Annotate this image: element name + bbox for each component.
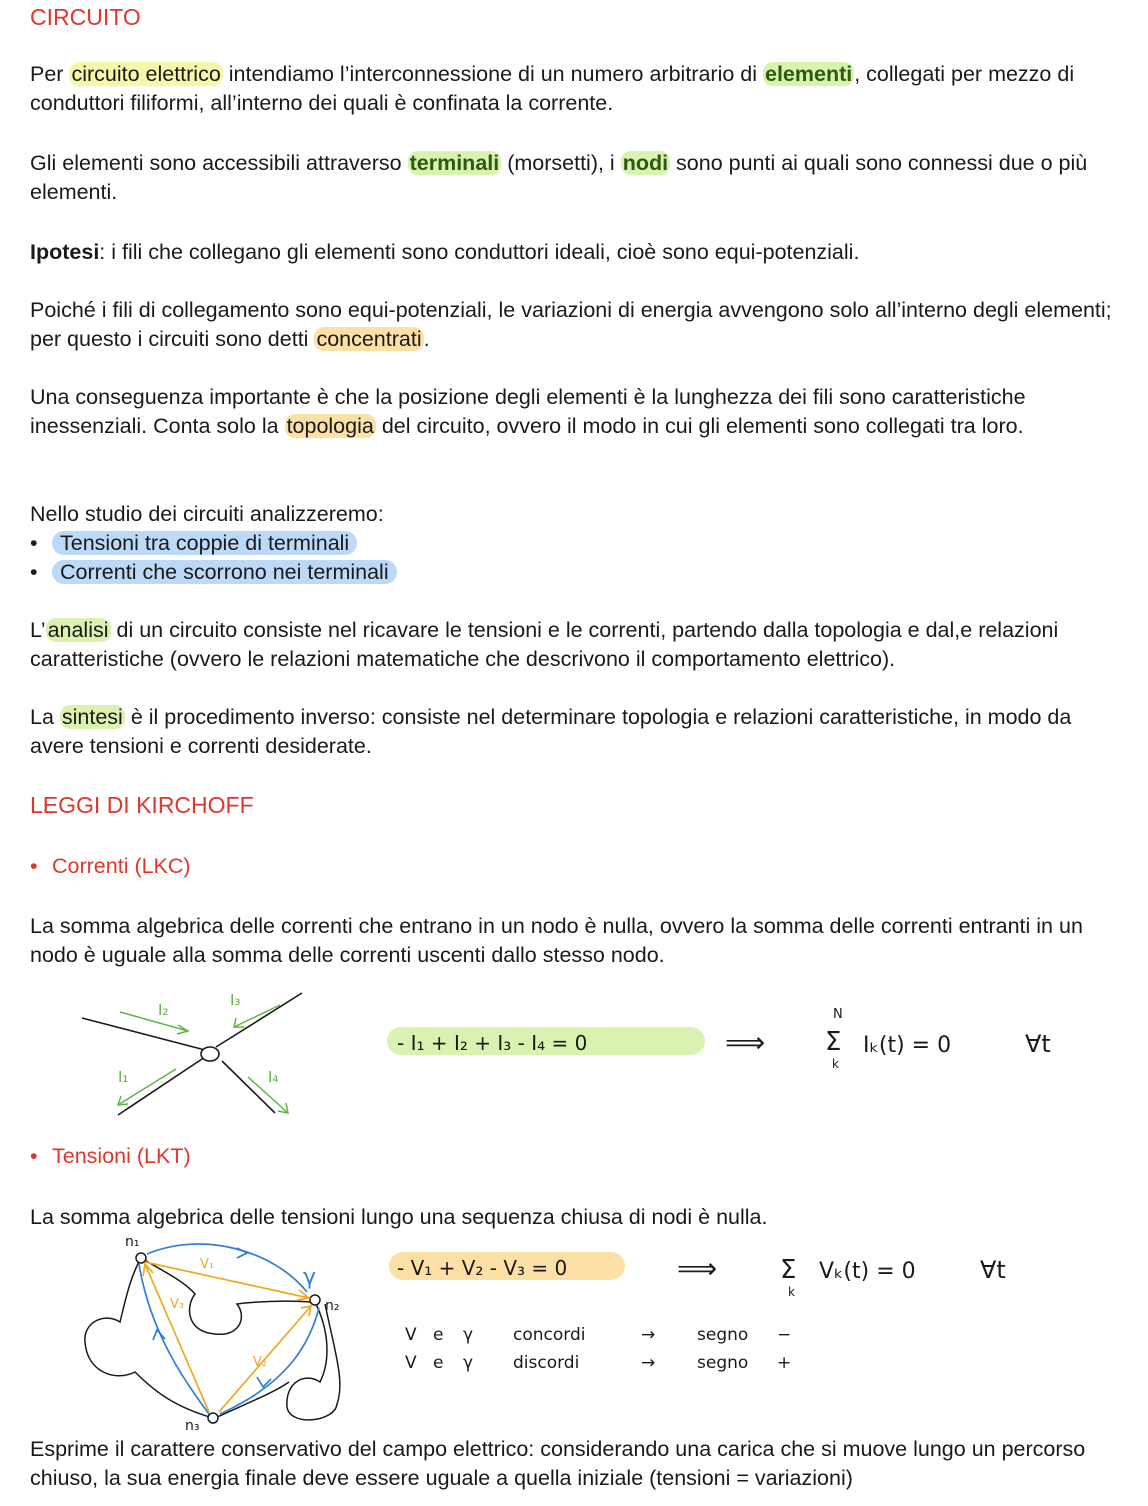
sum-expression: Iₖ(t) = 0 xyxy=(863,1033,952,1058)
label-i2: I₂ xyxy=(158,1001,169,1019)
sum-lower-index: k xyxy=(832,1057,839,1071)
label-gamma: γ xyxy=(303,1265,317,1290)
rule-e: e xyxy=(433,1325,444,1345)
text: Gli elementi sono accessibili attraverso xyxy=(30,151,408,175)
paragraph-lkc: La somma algebrica delle correnti che entrano in un nodo è nulla, ovvero la somma delle correnti entranti in un nodo è uguale alla somma delle correnti uscenti dallo stesso nodo. xyxy=(30,914,1083,967)
bullet: • xyxy=(30,854,38,878)
highlight-circuito-elettrico: circuito elettrico xyxy=(71,62,221,86)
text: di un circuito consiste nel ricavare le tensioni e le correnti, partendo dalla topologia e dal,e relazioni caratteristiche (ovvero le relazioni matematiche che descrivono il comportamento elettrico). xyxy=(30,618,1059,671)
paragraph-analisi xyxy=(30,616,1125,674)
bullet: • xyxy=(30,560,38,584)
paragraph-studio xyxy=(30,500,1125,587)
wire-1 xyxy=(82,1018,205,1050)
sum-upper-limit: N xyxy=(833,1007,843,1022)
lkt-equation-area xyxy=(385,1240,1085,1380)
text: La xyxy=(30,705,60,729)
highlight-concentrati: concentrati xyxy=(316,327,422,351)
rule-v: V xyxy=(405,1325,417,1345)
gamma-arrow-head xyxy=(153,1330,165,1340)
lkc-equation: - I₁ + I₂ + I₃ - I₄ = 0 xyxy=(397,1031,588,1055)
list-item-tensioni: Tensioni tra coppie di terminali xyxy=(52,531,357,555)
rule-concordi-word: concordi xyxy=(513,1325,586,1345)
branch-center xyxy=(141,1258,311,1334)
rule-e: e xyxy=(433,1353,444,1373)
lkc-heading: Correnti (LKC) xyxy=(52,854,191,878)
paragraph-terminali xyxy=(30,149,1125,207)
rule-concordi xyxy=(405,1325,791,1345)
text: è il procedimento inverso: consiste nel determinare topologia e relazioni caratteristiche, in modo da avere tensioni e correnti desiderate. xyxy=(30,705,1072,758)
forall-t: ∀t xyxy=(980,1256,1006,1284)
text: Per xyxy=(30,62,70,86)
v1-path xyxy=(145,1262,309,1298)
lkc-equation-area xyxy=(385,1000,1085,1080)
paragraph-conclusion: Esprime il carattere conservativo del campo elettrico: considerando una carica che si muove lungo un percorso chiuso, la sua energia finale deve essere uguale a quella iniziale (tensioni = variazioni) xyxy=(30,1437,1086,1490)
text: del circuito, ovvero il modo in cui gli elementi sono collegati tra loro. xyxy=(375,414,1024,438)
label-i4: I₄ xyxy=(268,1068,279,1086)
highlight-sintesi: sintesi xyxy=(61,705,123,729)
bullet: • xyxy=(30,531,38,555)
rule-discordi-word: discordi xyxy=(513,1353,580,1373)
wire-3 xyxy=(118,1057,205,1115)
text: Una conseguenza importante è che la posizione degli elementi è la lunghezza dei fili sono caratteristiche inessenziali. Conta solo la xyxy=(30,385,1026,438)
highlight-elementi: elementi xyxy=(764,62,853,86)
highlight-nodi: nodi xyxy=(622,151,669,175)
text: , collegati per mezzo di conduttori filiformi, all’interno dei quali è confinata la corrente. xyxy=(30,62,1075,115)
lkt-equation: - V₁ + V₂ - V₃ = 0 xyxy=(397,1256,568,1280)
gamma-path-right xyxy=(220,1308,319,1414)
label-i1: I₁ xyxy=(118,1068,129,1086)
bullet: • xyxy=(30,1144,38,1168)
label-v2: V₂ xyxy=(253,1355,268,1370)
rule-segno: segno xyxy=(697,1353,749,1373)
node-n2 xyxy=(310,1295,320,1305)
highlight-topologia: topologia xyxy=(286,414,374,438)
rule-arrow: → xyxy=(641,1325,656,1345)
wire-2 xyxy=(216,993,302,1047)
text: (morsetti), i xyxy=(501,151,621,175)
rule-arrow: → xyxy=(641,1353,656,1373)
implies-arrow: ⟹ xyxy=(725,1026,766,1059)
branch-bottom xyxy=(215,1382,289,1418)
text: . xyxy=(423,327,430,351)
sum-expression: Vₖ(t) = 0 xyxy=(819,1259,916,1284)
node-n1 xyxy=(136,1253,146,1263)
gamma-path-left xyxy=(139,1264,209,1414)
arrow-i2 xyxy=(120,1012,188,1031)
paragraph-concentrati xyxy=(30,296,1125,354)
arrow-i3 xyxy=(234,1005,280,1027)
lkc-node-diagram xyxy=(70,985,320,1120)
gamma-arrow-head xyxy=(237,1248,247,1258)
text: intendiamo l’interconnessione di un numero arbitrario di xyxy=(222,62,763,86)
label-n2: n₂ xyxy=(325,1298,340,1314)
section-title-circuito: CIRCUITO xyxy=(30,4,141,30)
rule-sign-minus: − xyxy=(777,1325,792,1345)
highlight-analisi: analisi xyxy=(47,618,109,642)
label-v3: V₃ xyxy=(170,1297,185,1312)
text: Poiché i fili di collegamento sono equi-potenziali, le variazioni di energia avvengono solo all’interno degli elementi; per questo i circuiti sono detti xyxy=(30,298,1112,351)
text: : i fili che collegano gli elementi sono conduttori ideali, cioè sono equi-potenziali. xyxy=(99,240,860,264)
label-v1: V₁ xyxy=(200,1257,215,1272)
text: sono punti ai quali sono connessi due o più elementi. xyxy=(30,151,1088,204)
rule-gamma: γ xyxy=(463,1353,474,1373)
label-i3: I₃ xyxy=(230,991,241,1009)
branch-right xyxy=(287,1302,340,1420)
paragraph-sintesi xyxy=(30,703,1125,761)
highlight-terminali: terminali xyxy=(409,151,500,175)
lkt-circuit-diagram xyxy=(75,1232,365,1432)
sum-symbol: Σ xyxy=(780,1255,797,1285)
ipotesi-label: Ipotesi xyxy=(30,240,100,264)
text: Nello studio dei circuiti analizzeremo: xyxy=(30,502,384,526)
sum-symbol: Σ xyxy=(825,1027,842,1057)
forall-t: ∀t xyxy=(1025,1030,1051,1058)
rule-v: V xyxy=(405,1353,417,1373)
label-n1: n₁ xyxy=(125,1234,140,1250)
paragraph-ipotesi xyxy=(30,238,1125,267)
paragraph-definition xyxy=(30,60,1125,118)
paragraph-lkt: La somma algebrica delle tensioni lungo una sequenza chiusa di nodi è nulla. xyxy=(30,1205,768,1229)
rule-segno: segno xyxy=(697,1325,749,1345)
implies-arrow: ⟹ xyxy=(677,1252,718,1285)
sum-lower-index: k xyxy=(788,1285,795,1299)
node xyxy=(201,1047,219,1061)
text: L’ xyxy=(30,618,46,642)
rule-sign-plus: + xyxy=(777,1353,792,1373)
list-item-correnti: Correnti che scorrono nei terminali xyxy=(52,560,397,584)
rule-discordi xyxy=(405,1353,791,1373)
label-n3: n₃ xyxy=(185,1418,200,1432)
section-title-kirchoff: LEGGI DI KIRCHOFF xyxy=(30,792,254,818)
paragraph-topologia xyxy=(30,383,1125,441)
subheading-lkt xyxy=(30,1144,191,1169)
node-n3 xyxy=(208,1413,218,1423)
lkt-heading: Tensioni (LKT) xyxy=(52,1144,191,1168)
rule-gamma: γ xyxy=(463,1325,474,1345)
subheading-lkc xyxy=(30,854,191,879)
